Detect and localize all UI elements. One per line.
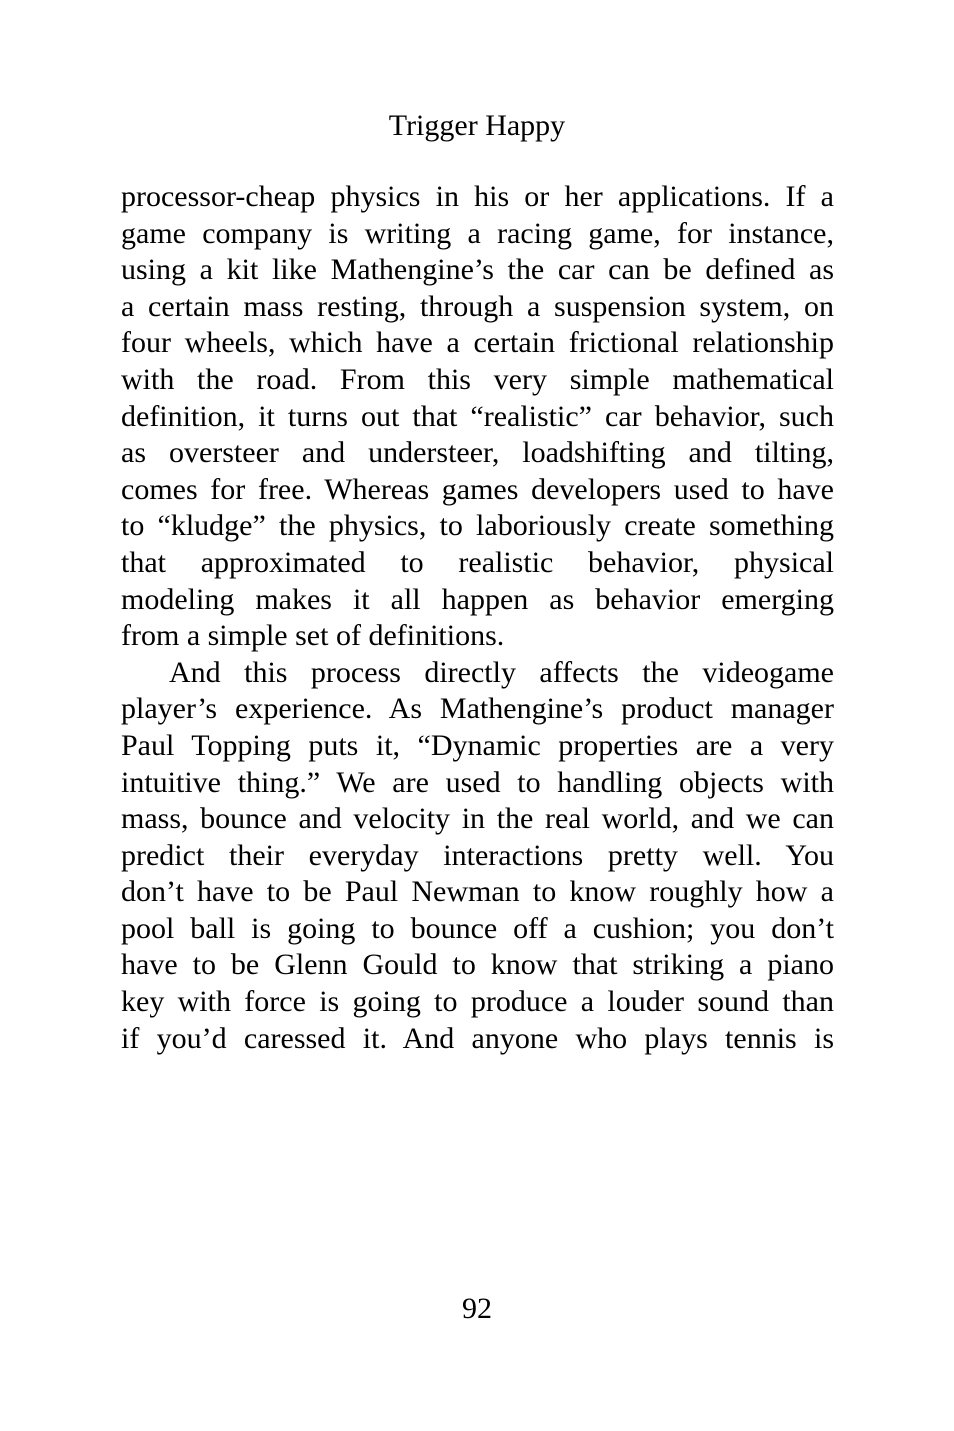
page-number: 92: [462, 1292, 492, 1325]
text-line: if you’d caressed it. And anyone who plays tennis is: [121, 1021, 834, 1055]
running-head: Trigger Happy: [388, 109, 566, 142]
text-line: Paul Topping puts it, “Dynamic properties are a very: [121, 728, 834, 762]
text-line: a certain mass resting, through a suspension system, on: [121, 289, 834, 323]
text-line: from a simple set of definitions.: [121, 619, 505, 653]
text-line: player’s experience. As Mathengine’s product manager: [121, 692, 834, 726]
text-line: with the road. From this very simple mathematical: [121, 362, 834, 396]
text-line: four wheels, which have a certain frictional relationship: [121, 326, 834, 360]
text-line: mass, bounce and velocity in the real world, and we can: [121, 802, 834, 836]
text-line: intuitive thing.” We are used to handling objects with: [121, 765, 834, 799]
text-line: modeling makes it all happen as behavior emerging: [121, 582, 834, 616]
text-line: have to be Glenn Gould to know that striking a piano: [121, 948, 834, 982]
text-line: game company is writing a racing game, for instance,: [121, 216, 834, 250]
text-line: And this process directly affects the videogame: [169, 655, 834, 689]
paragraph-1: [121, 179, 834, 655]
paragraph-2: [121, 655, 834, 1058]
text-line: as oversteer and understeer, loadshifting and tilting,: [121, 436, 834, 470]
text-line: comes for free. Whereas games developers used to have: [121, 472, 834, 506]
text-line: that approximated to realistic behavior, physical: [121, 545, 834, 579]
body-text: [121, 179, 834, 1057]
text-line: pool ball is going to bounce off a cushion; you don’t: [121, 911, 834, 945]
text-line: processor-cheap physics in his or her applications. If a: [121, 180, 834, 213]
text-line: using a kit like Mathengine’s the car can be defined as: [121, 253, 834, 287]
text-line: key with force is going to produce a louder sound than: [121, 985, 834, 1019]
text-line: definition, it turns out that “realistic” car behavior, such: [121, 399, 834, 433]
text-line: to “kludge” the physics, to laboriously create something: [121, 509, 834, 543]
text-line: don’t have to be Paul Newman to know roughly how a: [121, 875, 834, 909]
text-line: predict their everyday interactions pretty well. You: [121, 838, 834, 872]
